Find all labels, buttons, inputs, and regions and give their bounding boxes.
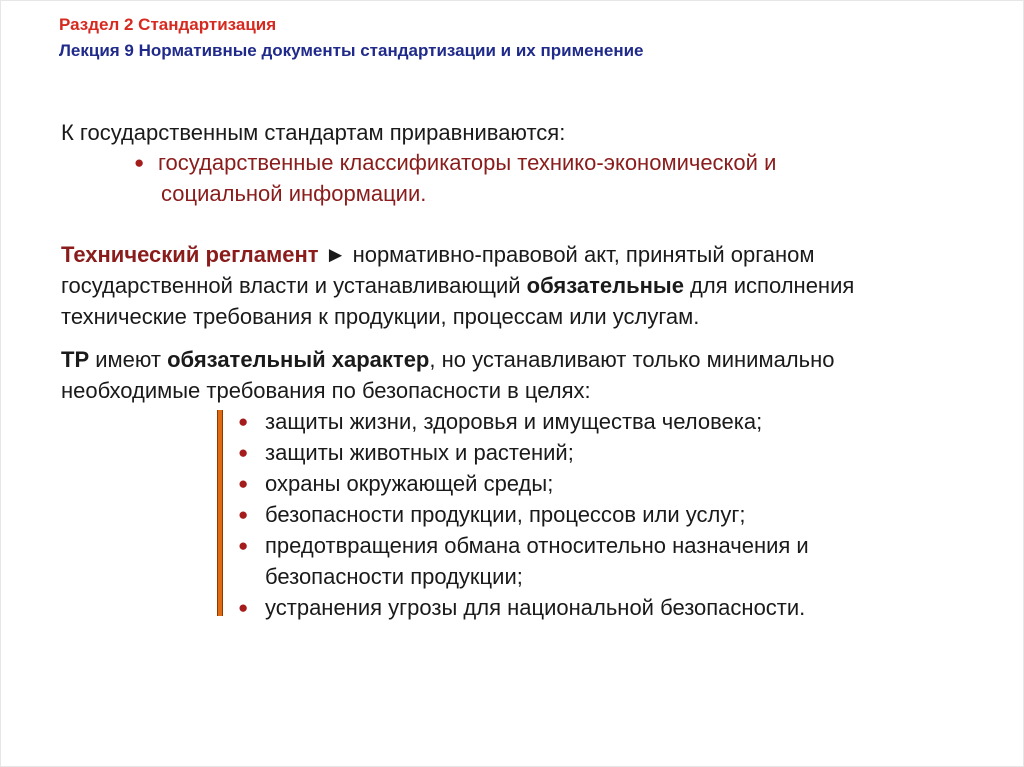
list-item bbox=[238, 530, 809, 561]
lecture-name: Нормативные документы стандартизации и их применение bbox=[138, 41, 644, 60]
list-item bbox=[238, 468, 809, 499]
list-item-continuation bbox=[238, 561, 809, 592]
lecture-number: Лекция 9 bbox=[59, 41, 134, 60]
tech-regulation-line-1 bbox=[61, 239, 854, 270]
list-item bbox=[238, 406, 809, 437]
tr-note-line-2: необходимые требования по безопасности в целях: bbox=[61, 378, 591, 403]
tr-note-line-1 bbox=[61, 344, 834, 375]
bullet-icon: ● bbox=[238, 474, 249, 493]
list-item bbox=[238, 592, 809, 623]
list-item-text: безопасности продукции, процессов или услуг; bbox=[265, 502, 746, 527]
list-item bbox=[238, 499, 809, 530]
bullet-icon: ● bbox=[238, 536, 249, 555]
mandatory-word: обязательные bbox=[526, 273, 684, 298]
intro-bullet-text-1: государственные классификаторы технико-экономической и bbox=[158, 150, 777, 175]
tr-note bbox=[61, 344, 834, 406]
list-item-text: устранения угрозы для национальной безопасности. bbox=[265, 595, 806, 620]
bullet-icon: ● bbox=[238, 598, 249, 617]
bullet-icon: ● bbox=[238, 412, 249, 431]
requirements-list bbox=[238, 406, 809, 623]
mandatory-character: обязательный характер bbox=[167, 347, 430, 372]
bullet-icon: ● bbox=[238, 443, 249, 462]
intro-bullet bbox=[134, 147, 776, 178]
tr-abbr: ТР bbox=[61, 347, 90, 372]
tech-regulation-line-2-b: для исполнения bbox=[683, 273, 855, 298]
list-item-text: защиты животных и растений; bbox=[265, 440, 574, 465]
arrow-icon: ► bbox=[324, 242, 347, 267]
tech-regulation-line-2 bbox=[61, 270, 854, 301]
list-item-text: предотвращения обмана относительно назначения и bbox=[265, 533, 809, 558]
list-item-text: охраны окружающей среды; bbox=[265, 471, 554, 496]
intro-bullet-text-2: социальной информации. bbox=[161, 181, 427, 206]
list-item-text: безопасности продукции; bbox=[265, 564, 523, 589]
intro-lead: К государственным стандартам приравниваются: bbox=[61, 120, 566, 145]
tech-regulation-line-1-rest: нормативно-правовой акт, принятый органом bbox=[346, 242, 815, 267]
tech-regulation-line-2-a: государственной власти и устанавливающий bbox=[61, 273, 527, 298]
bullet-icon: ● bbox=[134, 153, 145, 172]
list-item-text: защиты жизни, здоровья и имущества человека; bbox=[265, 409, 763, 434]
tech-regulation-term: Технический регламент bbox=[61, 242, 319, 267]
tr-note-a: имеют bbox=[89, 347, 168, 372]
tech-regulation-line-3: технические требования к продукции, процессам или услугам. bbox=[61, 304, 700, 329]
tech-regulation-definition bbox=[61, 239, 854, 332]
lecture-title bbox=[59, 41, 644, 61]
bullet-icon: ● bbox=[238, 505, 249, 524]
list-item bbox=[238, 437, 809, 468]
orange-bracket-bar bbox=[217, 410, 223, 616]
tr-note-b: , но устанавливают только минимально bbox=[429, 347, 835, 372]
section-title: Раздел 2 Стандартизация bbox=[59, 15, 277, 34]
